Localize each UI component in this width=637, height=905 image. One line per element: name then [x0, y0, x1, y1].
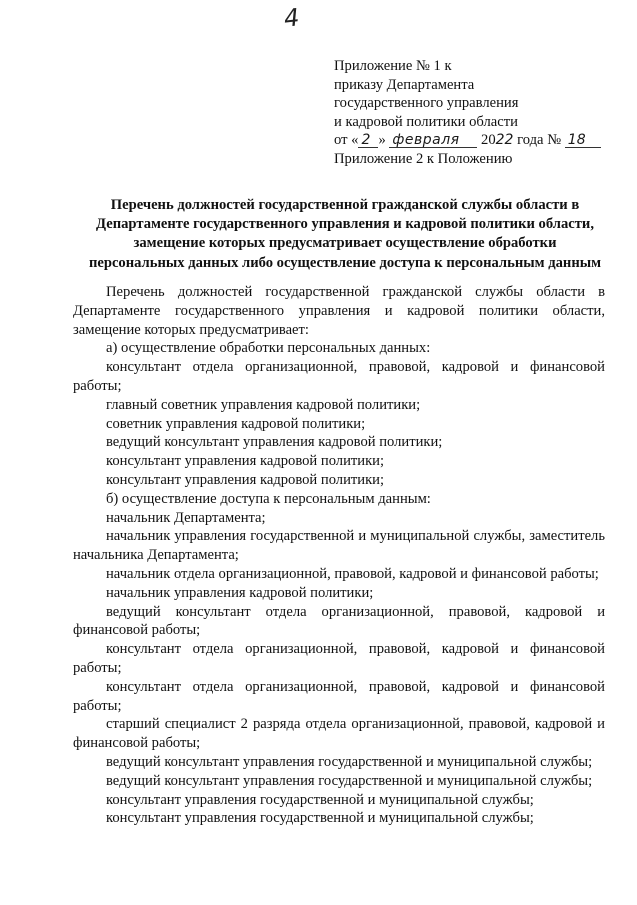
- list-item: главный советник управления кадровой политики;: [106, 396, 421, 413]
- title-line: замещение которых предусматривает осуществление обработки: [133, 235, 557, 252]
- list-item: советник управления кадровой политики;: [106, 415, 366, 432]
- list-item: консультант отдела организационной, правовой, кадровой и финансовой работы;: [73, 641, 605, 676]
- list-item: консультант управления государственной и муниципальной службы;: [106, 791, 534, 808]
- list-item: начальник Департамента;: [106, 509, 266, 526]
- list-item: консультант отдела организационной, правовой, кадровой и финансовой работы;: [73, 359, 605, 394]
- list-item: консультант управления кадровой политики;: [106, 453, 385, 470]
- list-item: начальник управления кадровой политики;: [106, 584, 374, 601]
- date-year-prefix: 20: [481, 132, 496, 149]
- title-line: Перечень должностей государственной гражданской службы области в: [110, 197, 580, 213]
- list-item: ведущий консультант отдела организационной, правовой, кадровой и финансовой работы;: [73, 603, 605, 639]
- appendix-date-line: [334, 131, 624, 150]
- appendix-line: государственного управления: [334, 95, 519, 112]
- intro-paragraph: Перечень должностей государственной гражданской службы области в Департаменте государственного управления и кадровой политики области, замещение которых предусматривает:: [73, 284, 605, 338]
- list-item: консультант отдела организационной, правовой, кадровой и финансовой работы;: [73, 678, 605, 714]
- list-item: ведущий консультант управления государственной и муниципальной службы;: [106, 753, 593, 770]
- document-body: [73, 283, 605, 828]
- list-item: ведущий консультант управления кадровой политики;: [106, 434, 443, 451]
- list-item: начальник отдела организационной, правовой, кадровой и финансовой работы;: [106, 565, 599, 582]
- appendix-line: и кадровой политики области: [334, 113, 518, 130]
- number-sign: №: [547, 132, 562, 149]
- date-day-handwritten: 2: [358, 133, 378, 148]
- appendix-line: Приложение № 1 к: [334, 58, 452, 74]
- page-number: 4: [282, 3, 301, 33]
- list-item: старший специалист 2 разряда отдела организационной, правовой, кадровой и финансовой работы;: [73, 716, 605, 752]
- title-line: персональных данных либо осуществление доступа к персональным данным: [88, 254, 602, 271]
- title-line: Департаменте государственного управления и кадровой политики области,: [96, 216, 594, 233]
- appendix-line: Приложение 2 к Положению: [334, 150, 513, 167]
- list-item: консультант управления кадровой политики;: [106, 471, 385, 488]
- document-title: [60, 196, 630, 273]
- appendix-header: [334, 57, 624, 169]
- date-month-handwritten: февраля: [389, 133, 477, 148]
- appendix-line: приказу Департамента: [334, 76, 475, 93]
- list-item: ведущий консультант управления государственной и муниципальной службы;: [106, 772, 593, 789]
- date-open-quote: «: [351, 132, 359, 149]
- date-year-handwritten: 22: [495, 132, 514, 149]
- section-heading-processing: а) осуществление обработки персональных данных:: [106, 340, 431, 357]
- date-year-word: года: [517, 132, 544, 149]
- order-number-handwritten: 18: [565, 133, 601, 148]
- list-item: начальник управления государственной и муниципальной службы, заместитель начальника Департамента;: [73, 528, 605, 564]
- date-prefix: от: [334, 132, 348, 149]
- list-item: консультант управления государственной и муниципальной службы;: [106, 810, 534, 827]
- date-close-quote: »: [378, 132, 386, 149]
- section-heading-access: б) осуществление доступа к персональным данным:: [106, 490, 431, 507]
